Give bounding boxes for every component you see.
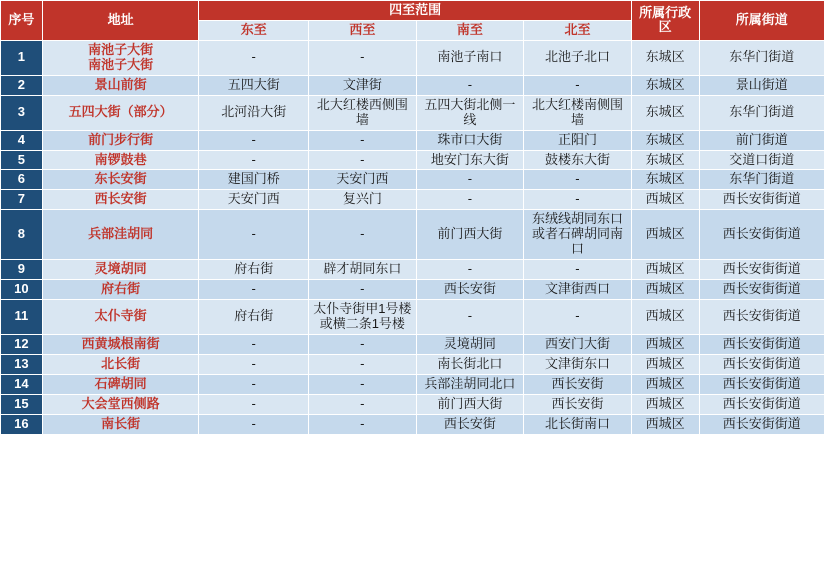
row-east: 建国门桥 [199, 170, 309, 190]
table-row[interactable] [1, 414, 825, 434]
row-east: - [199, 414, 309, 434]
row-index: 10 [1, 280, 43, 300]
row-street: 西长安街街道 [699, 300, 824, 335]
row-index: 16 [1, 414, 43, 434]
row-west: 辟才胡同东口 [309, 260, 417, 280]
table-row[interactable] [1, 394, 825, 414]
row-south: 前门西大街 [416, 394, 524, 414]
row-west: 北大红楼西侧围墙 [309, 95, 417, 130]
row-north: 东绒线胡同东口或者石碑胡同南口 [524, 210, 632, 260]
row-address: 太仆寺街 [42, 300, 199, 335]
row-district: 西城区 [631, 190, 699, 210]
row-east: - [199, 40, 309, 75]
row-west: - [309, 40, 417, 75]
table-row[interactable] [1, 300, 825, 335]
row-east: - [199, 334, 309, 354]
row-south: 珠市口大街 [416, 130, 524, 150]
row-west: - [309, 394, 417, 414]
row-street: 东华门街道 [699, 170, 824, 190]
row-address: 石碑胡同 [42, 374, 199, 394]
row-street: 西长安街街道 [699, 210, 824, 260]
row-west: - [309, 130, 417, 150]
row-south: - [416, 75, 524, 95]
row-north: 文津街东口 [524, 354, 632, 374]
table-row[interactable] [1, 190, 825, 210]
row-district: 西城区 [631, 210, 699, 260]
row-south: 五四大街北侧一线 [416, 95, 524, 130]
column-header-north: 北至 [524, 20, 632, 40]
row-address: 南锣鼓巷 [42, 150, 199, 170]
row-address: 南长街 [42, 414, 199, 434]
row-south: 兵部洼胡同北口 [416, 374, 524, 394]
row-index: 2 [1, 75, 43, 95]
row-district: 西城区 [631, 260, 699, 280]
row-street: 西长安街街道 [699, 354, 824, 374]
row-address: 灵境胡同 [42, 260, 199, 280]
row-north: 文津街西口 [524, 280, 632, 300]
row-north: 西安门大街 [524, 334, 632, 354]
row-street: 交道口街道 [699, 150, 824, 170]
row-street: 前门街道 [699, 130, 824, 150]
row-east: 府右街 [199, 300, 309, 335]
column-header-west: 西至 [309, 20, 417, 40]
row-district: 东城区 [631, 170, 699, 190]
row-index: 3 [1, 95, 43, 130]
table-header [1, 1, 825, 41]
row-index: 11 [1, 300, 43, 335]
row-index: 12 [1, 334, 43, 354]
table-row[interactable] [1, 280, 825, 300]
row-address: 五四大街（部分） [42, 95, 199, 130]
row-street: 西长安街街道 [699, 394, 824, 414]
row-west: 太仆寺街甲1号楼或横二条1号楼 [309, 300, 417, 335]
row-north: - [524, 170, 632, 190]
row-address: 西黄城根南街 [42, 334, 199, 354]
row-district: 西城区 [631, 334, 699, 354]
row-east: - [199, 354, 309, 374]
row-index: 13 [1, 354, 43, 374]
row-north: 鼓楼东大街 [524, 150, 632, 170]
row-street: 西长安街街道 [699, 414, 824, 434]
row-district: 西城区 [631, 414, 699, 434]
row-south: - [416, 300, 524, 335]
row-street: 西长安街街道 [699, 190, 824, 210]
row-district: 西城区 [631, 394, 699, 414]
row-index: 8 [1, 210, 43, 260]
row-index: 5 [1, 150, 43, 170]
row-index: 1 [1, 40, 43, 75]
row-address: 前门步行街 [42, 130, 199, 150]
row-address: 大会堂西侧路 [42, 394, 199, 414]
row-north: 北大红楼南侧围墙 [524, 95, 632, 130]
column-header-street: 所属街道 [699, 1, 824, 41]
row-north: 北长街南口 [524, 414, 632, 434]
row-south: - [416, 260, 524, 280]
row-north: 正阳门 [524, 130, 632, 150]
table-row[interactable] [1, 334, 825, 354]
row-address: 北长街 [42, 354, 199, 374]
column-header-index: 序号 [1, 1, 43, 41]
row-west: - [309, 150, 417, 170]
row-east: - [199, 150, 309, 170]
table-row[interactable] [1, 210, 825, 260]
column-header-district: 所属行政区 [631, 1, 699, 41]
column-header-east: 东至 [199, 20, 309, 40]
row-street: 西长安街街道 [699, 334, 824, 354]
row-index: 7 [1, 190, 43, 210]
row-street: 东华门街道 [699, 95, 824, 130]
row-north: 北池子北口 [524, 40, 632, 75]
row-east: 北河沿大街 [199, 95, 309, 130]
row-south: - [416, 190, 524, 210]
row-east: - [199, 394, 309, 414]
row-west: 文津街 [309, 75, 417, 95]
row-district: 西城区 [631, 280, 699, 300]
row-south: 地安门东大街 [416, 150, 524, 170]
row-east: - [199, 280, 309, 300]
table-row[interactable] [1, 150, 825, 170]
column-header-range-group: 四至范围 [199, 1, 631, 21]
row-street: 西长安街街道 [699, 260, 824, 280]
row-west: - [309, 414, 417, 434]
row-north: - [524, 260, 632, 280]
row-index: 4 [1, 130, 43, 150]
row-district: 东城区 [631, 150, 699, 170]
row-west: - [309, 280, 417, 300]
row-district: 东城区 [631, 130, 699, 150]
table-body [1, 40, 825, 434]
row-west: 复兴门 [309, 190, 417, 210]
row-south: 南池子南口 [416, 40, 524, 75]
column-header-address: 地址 [42, 1, 199, 41]
row-address: 兵部洼胡同 [42, 210, 199, 260]
row-index: 14 [1, 374, 43, 394]
table-row[interactable] [1, 130, 825, 150]
table-header-row-1 [1, 1, 825, 21]
table-row[interactable] [1, 374, 825, 394]
column-header-south: 南至 [416, 20, 524, 40]
row-south: - [416, 170, 524, 190]
row-south: 西长安街 [416, 414, 524, 434]
row-address: 景山前街 [42, 75, 199, 95]
row-address: 西长安街 [42, 190, 199, 210]
row-street: 东华门街道 [699, 40, 824, 75]
row-address: 府右街 [42, 280, 199, 300]
row-street: 景山街道 [699, 75, 824, 95]
row-south: 南长街北口 [416, 354, 524, 374]
row-north: - [524, 190, 632, 210]
row-north: - [524, 75, 632, 95]
table-row[interactable] [1, 40, 825, 75]
row-east: - [199, 130, 309, 150]
row-east: 府右街 [199, 260, 309, 280]
row-index: 9 [1, 260, 43, 280]
table-row[interactable] [1, 95, 825, 130]
row-index: 15 [1, 394, 43, 414]
row-east: - [199, 210, 309, 260]
row-north: 西长安街 [524, 394, 632, 414]
row-district: 东城区 [631, 95, 699, 130]
row-district: 东城区 [631, 40, 699, 75]
row-index: 6 [1, 170, 43, 190]
row-district: 西城区 [631, 374, 699, 394]
row-district: 西城区 [631, 300, 699, 335]
row-street: 西长安街街道 [699, 374, 824, 394]
row-street: 西长安街街道 [699, 280, 824, 300]
row-south: 灵境胡同 [416, 334, 524, 354]
row-east: 天安门西 [199, 190, 309, 210]
row-west: 天安门西 [309, 170, 417, 190]
table-row[interactable] [1, 354, 825, 374]
row-south: 西长安街 [416, 280, 524, 300]
row-address: 南池子大街 南池子大街 [42, 40, 199, 75]
row-north: 西长安街 [524, 374, 632, 394]
row-east: - [199, 374, 309, 394]
table-row[interactable] [1, 170, 825, 190]
row-address: 东长安街 [42, 170, 199, 190]
row-west: - [309, 354, 417, 374]
table-row[interactable] [1, 260, 825, 280]
row-district: 西城区 [631, 354, 699, 374]
row-east: 五四大街 [199, 75, 309, 95]
row-district: 东城区 [631, 75, 699, 95]
table-row[interactable] [1, 75, 825, 95]
row-west: - [309, 210, 417, 260]
row-west: - [309, 334, 417, 354]
row-south: 前门西大街 [416, 210, 524, 260]
row-west: - [309, 374, 417, 394]
row-north: - [524, 300, 632, 335]
